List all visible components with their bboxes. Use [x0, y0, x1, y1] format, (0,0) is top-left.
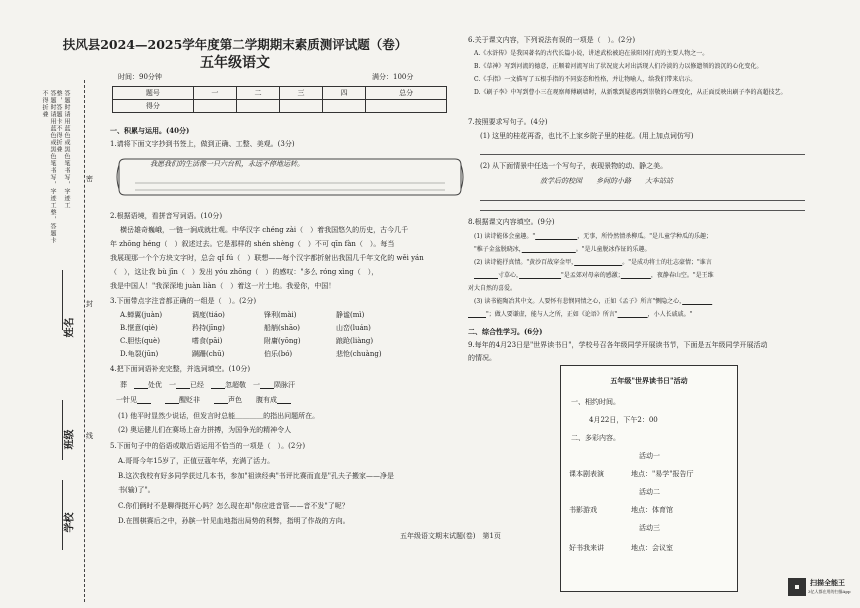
name-label: 姓名	[64, 317, 76, 338]
q2-prompt: 2.根据语境，看拼音写词语。(10分)	[110, 212, 223, 220]
score-header-cell: 题号	[113, 87, 194, 100]
q5-option-c: C.你们俩时不是聊得挺开心吗？怎么现在却"你应进音管——音不发"了呢？	[118, 502, 349, 510]
notice-line: 二、多彩内容。	[571, 434, 620, 442]
q4-idiom-row-2: 一针见 醒贬非 声色 腹有成	[116, 396, 277, 404]
q6-option-d: D.《刷子李》中写到曹小三在观察师傅刷墙时，从新歌到疑惑再到崇敬的心理变化，从正面反映出刷子李的高超技艺。	[474, 89, 787, 96]
q5-prompt: 5.下面句子中的俗语或歇后语运用不恰当的一项是（ ）。(2分)	[110, 442, 306, 450]
q3-option-row: C.胆怯(què) 嗜食(pāi) 附庸(yōng) 踉跄(liàng)	[120, 337, 374, 345]
score-header-cell: 总分	[366, 87, 447, 100]
seal-mark-1: 密	[86, 175, 93, 183]
score-header-cell: 二	[236, 87, 279, 100]
q3-prompt: 3.下面带点字注音都正确的一组是（ ）。(2分)	[110, 297, 257, 305]
q4-sentence-2: (2) 奥运健儿们在赛场上奋力拼搏，为国争光的精神令人	[118, 426, 292, 434]
q2-line-2: 年 zhōng héng（ ）叙述过去。它是那样的 shén shèng（ ）不可 qīn fàn（ ）。每当	[110, 240, 395, 248]
answer-line[interactable]	[480, 154, 805, 155]
q8-1-line-2: "稚子金盆脱晓冰， 。"是儿童脱冰作钲的乐趣。	[474, 246, 651, 253]
score-row-label: 得分	[113, 100, 194, 113]
q8-3-line-1: (3) 读书能陶冶其中文。人要怀有悲悯同情之心，正如《孟子》所言"恻隐之心，	[474, 298, 683, 305]
q1-source-text: 我愿我们的生活像一只六台机，永远不停地运转。	[150, 160, 304, 168]
notice-line: 书影游戏	[569, 506, 597, 514]
q4-idiom-row-1: 葬 处优 一 已经 忽超敬 一 陨脉汗	[120, 381, 295, 389]
section-2-heading: 二、综合性学习。(6分)	[468, 327, 543, 336]
q7-item-1: (1) 这里的桂花再香，也比不上家乡院子里的桂花。(用上加点词仿写)	[480, 132, 694, 140]
q2-line-3: 我展现那一个个方块文字时，总会 qǐ fú（ ）联想——每个汉字都折射出我国几千年文化的 wěi yán	[110, 254, 424, 262]
binding-line	[84, 80, 85, 602]
notice-line: 好书我来讲	[569, 544, 604, 552]
score-cell[interactable]	[193, 100, 236, 113]
subject-title: 五年级语文	[200, 55, 270, 71]
q7-prompt: 7.按照要求写句子。(4分)	[468, 118, 548, 126]
answer-line[interactable]	[480, 200, 805, 201]
q2-line-1: 横岳雄奇巍峨，一链一涧成就壮观。中华汉字 chéng zài（ ）着我国悠久的历史，古今几千	[120, 226, 409, 234]
q5-option-b: B.这次我校有好多同学获过几本书，参加"祖读经典"书评比赛而直是"孔夫子搬家——净是	[118, 472, 395, 480]
score-header-cell: 一	[193, 87, 236, 100]
page-footer: 五年级语文期末试题(卷) 第1页	[400, 532, 501, 540]
watermark-sub: 3亿人都在用的扫描App	[808, 589, 851, 594]
score-cell[interactable]	[366, 100, 447, 113]
seal-mark-2: 封	[86, 300, 93, 308]
q9-prompt-line-1: 9.每年的4月23日是"世界读书日"，学校号召各年级同学开展读书节，下面是五年级同学开展活动	[468, 341, 768, 349]
notice-line: 地点：会议室	[631, 544, 673, 552]
time-label: 时间：90分钟	[118, 73, 162, 81]
q8-prompt: 8.根据课文内容填空。(9分)	[468, 218, 555, 226]
q8-2-line-2: 寸草心， "是孟郊对母亲的感激； ，夜静春山空。"是王维	[498, 272, 714, 279]
q6-option-b: B.《草神》写到河流的德意，正顺着河流写出了状况庞大对出活现人们冷淡的力以修遗领的浪沉的心化变化。	[474, 63, 763, 70]
notice-line: 地点：体育馆	[631, 506, 673, 514]
q2-line-4: （ ），这让我 bù jīn（ ）发出 yóu zhōng（ ）的感叹："多么 róng xìng（ ），	[110, 268, 379, 276]
score-header-cell: 四	[323, 87, 366, 100]
activity-notice-card	[560, 365, 738, 592]
seal-mark-3: 线	[86, 432, 93, 440]
q8-2-line-3: 对大自然的喜爱。	[468, 285, 517, 292]
exam-title: 扶风县2024—2025学年度第二学期期末素质测评试题（卷）	[62, 37, 408, 52]
q6-option-a: A.《水浒传》是我国著名的古代长篇小说，讲述武松被迫在景阳冈打虎的主要人物之一。	[474, 50, 709, 57]
q3-option-row: B.惬意(qiè) 矜持(jīng) 船艄(shāo) 山峦(luán)	[120, 324, 371, 332]
q5-option-a: A.哥哥今年15岁了，正值豆蔻年华，充满了活力。	[118, 457, 275, 465]
q9-prompt-line-2: 的情况。	[468, 354, 496, 362]
score-cell[interactable]	[279, 100, 322, 113]
school-label: 学校	[64, 512, 76, 533]
q5-option-b-cont: 书(输)了"。	[118, 486, 155, 494]
notice-line: 活动三	[639, 524, 660, 532]
binding-instruction: 答题时请用蓝色或黑色笔书写，字迹工整，答题卡不得折叠	[41, 90, 56, 244]
qr-code-icon	[788, 578, 806, 596]
score-header-cell: 三	[279, 87, 322, 100]
q6-prompt: 6.关于课文内容，下列说法有误的一项是（ ）。(2分)	[468, 36, 636, 44]
q5-option-d: D.在围棋赛后之中，孙膑一针见血地指出局势的利弊，指明了作战的方向。	[118, 517, 350, 525]
q7-options: 放学后的校园 乡间的小路 大车站站	[540, 177, 673, 185]
q1-prompt: 1.请将下面文字抄到书签上，做到正确、工整、美观。(3分)	[110, 140, 295, 148]
notice-line: 课本剧表演	[569, 470, 604, 478]
score-table	[112, 86, 447, 113]
full-marks-label: 满分：100分	[372, 73, 414, 81]
score-cell[interactable]	[236, 100, 279, 113]
answer-line[interactable]	[480, 210, 805, 211]
q8-3-line-2: "；做人要谦虚，能与人之所，正如《论语》所言" ，小人长戚戚。"	[486, 311, 693, 318]
q4-sentence-1: (1) 他平时显然少说话，但发言时总能＿＿＿＿的指出问题所在。	[118, 412, 320, 420]
notice-title: 五年级"世界读书日"活动	[610, 376, 688, 385]
q7-item-2: (2) 从下面情景中任选一个写句子，表现景物的动、静之美。	[480, 162, 668, 170]
q6-option-c: C.《手指》一文描写了五根手指的不同姿态和性格，并让物喻人，给我们带来启示。	[474, 76, 697, 83]
class-label: 班级	[64, 429, 76, 450]
q8-1-line-1: (1) 读诗能体会童趣。" ，无事，所怜然情杀柳瓜。"是儿童学种瓜的乐趣；	[474, 233, 712, 240]
q4-prompt: 4.把下面词语补充完整，并选词填空。(10分)	[110, 365, 251, 373]
notice-line: 4月22日，下午2：00	[589, 416, 658, 424]
section-1-heading: 一、积累与运用。(40分)	[110, 126, 190, 135]
q3-option-row: A.蝉翼(juàn) 调度(tiáo) 锋利(mài) 静谧(mì)	[120, 311, 365, 319]
q8-2-line-1: (2) 读诗能抒真情。"黄沙百战穿金甲， 。"是成功将士的壮志豪情；"谁言	[474, 259, 712, 266]
notice-line: 活动二	[639, 488, 660, 496]
q2-line-5: 我是中国人！"我深深地 juàn liàn（ ）着这一片土地。我爱你，中国！	[110, 282, 336, 290]
q3-option-row: D.龟裂(jūn) 蹒跚(chū) 伯乐(bó) 悲怆(chuàng)	[120, 350, 382, 358]
score-cell[interactable]	[323, 100, 366, 113]
notice-line: 地点："易学"报告厅	[631, 470, 694, 478]
binding-instruction-2: 答题时请用蓝色或黑色笔书写，字迹工整，答题卡不得折叠	[55, 90, 70, 209]
watermark-label: 扫描全能王	[810, 578, 845, 587]
notice-line: 活动一	[639, 452, 660, 460]
notice-line: 一、相约时间。	[571, 398, 620, 406]
